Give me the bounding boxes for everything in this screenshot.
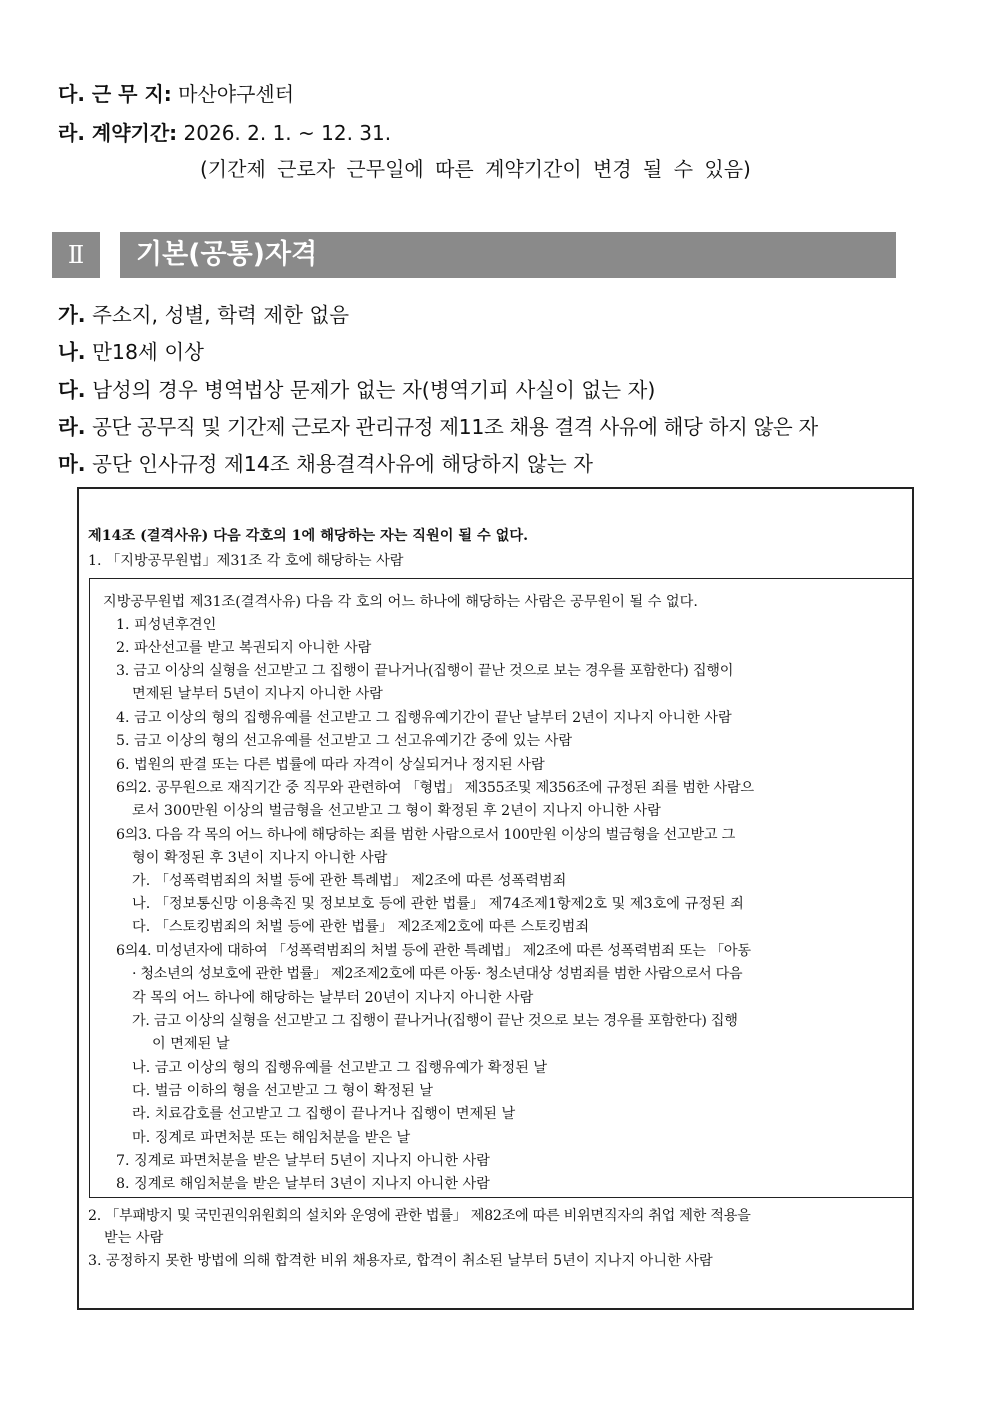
- inner-line: 4. 금고 이상의 형의 집행유예를 선고받고 그 집행유예기간이 끝난 날부터 2년이 지나지 아니한 사람: [116, 710, 732, 726]
- inner-line: 면제된 날부터 5년이 지나지 아니한 사람: [132, 686, 383, 702]
- contract-period-line: [58, 117, 391, 146]
- regulation-item-2: 2. 「부패방지 및 국민권익위원회의 설치와 운영에 관한 법률」 제82조에 따른 비위면직자의 취업 제한 적용을: [88, 1208, 751, 1224]
- inner-line: 각 목의 어느 하나에 해당하는 날부터 20년이 지나지 아니한 사람: [132, 990, 534, 1006]
- work-place-label: 다. 근 무 지:: [58, 82, 172, 106]
- inner-line: 5. 금고 이상의 형의 선고유예를 선고받고 그 선고유예기간 중에 있는 사람: [116, 733, 573, 749]
- inner-line: 지방공무원법 제31조(결격사유) 다음 각 호의 어느 하나에 해당하는 사람은 공무원이 될 수 없다.: [103, 594, 698, 610]
- inner-line: 마. 징계로 파면처분 또는 해임처분을 받은 날: [132, 1130, 411, 1146]
- inner-line: 나. 금고 이상의 형의 집행유예를 선고받고 그 집행유예가 확정된 날: [132, 1060, 548, 1076]
- inner-line: 다. 벌금 이하의 형을 선고받고 그 형이 확정된 날: [132, 1083, 433, 1099]
- inner-line: 가. 금고 이상의 실형을 선고받고 그 집행이 끝나거나(집행이 끝난 것으로 보는 경우를 포함한다) 집행: [132, 1013, 738, 1029]
- regulation-item-2-cont: 받는 사람: [104, 1230, 164, 1246]
- inner-line: 6의2. 공무원으로 재직기간 중 직무와 관련하여 「형법」 제355조및 제356조에 규정된 죄를 범한 사람으: [116, 780, 754, 796]
- inner-line: 6. 법원의 판결 또는 다른 법률에 따라 자격이 상실되거나 정지된 사람: [116, 757, 545, 773]
- inner-line: 이 면제된 날: [152, 1036, 230, 1052]
- inner-line: · 청소년의 성보호에 관한 법률」 제2조제2호에 따른 아동· 청소년대상 성범죄를 범한 사람으로서 다음: [132, 966, 743, 982]
- qualification-item: 다. 남성의 경우 병역법상 문제가 없는 자(병역기피 사실이 없는 자): [58, 378, 656, 402]
- inner-line: 2. 파산선고를 받고 복권되지 아니한 사람: [116, 640, 372, 656]
- work-place-line: [58, 78, 294, 107]
- inner-line: 6의3. 다음 각 목의 어느 하나에 해당하는 죄를 범한 사람으로서 100만원 이상의 벌금형을 선고받고 그: [116, 827, 736, 843]
- inner-line: 1. 피성년후견인: [116, 617, 217, 633]
- regulation-item-3: 3. 공정하지 못한 방법에 의해 합격한 비위 채용자로, 합격이 취소된 날부터 5년이 지나지 아니한 사람: [88, 1253, 713, 1269]
- qualification-item: 라. 공단 공무직 및 기간제 근로자 관리규정 제11조 채용 결격 사유에 해당 하지 않은 자: [58, 415, 818, 439]
- contract-note: (기간제 근로자 근무일에 따른 계약기간이 변경 될 수 있음): [200, 157, 751, 181]
- qualification-item: 가. 주소지, 성별, 학력 제한 없음: [58, 303, 350, 327]
- qualification-item: 마. 공단 인사규정 제14조 채용결격사유에 해당하지 않는 자: [58, 452, 593, 476]
- inner-line: 형이 확정된 후 3년이 지나지 아니한 사람: [132, 850, 388, 866]
- inner-line: 3. 금고 이상의 실형을 선고받고 그 집행이 끝나거나(집행이 끝난 것으로 보는 경우를 포함한다) 집행이: [116, 663, 734, 679]
- contract-period-value: 2026. 2. 1. ~ 12. 31.: [183, 121, 392, 145]
- inner-line: 7. 징계로 파면처분을 받은 날부터 5년이 지나지 아니한 사람: [116, 1153, 490, 1169]
- inner-line: 로서 300만원 이상의 벌금형을 선고받고 그 형이 확정된 후 2년이 지나지 아니한 사람: [132, 803, 661, 819]
- work-place-value: 마산야구센터: [178, 82, 295, 106]
- inner-line: 8. 징계로 해임처분을 받은 날부터 3년이 지나지 아니한 사람: [116, 1176, 490, 1192]
- inner-line: 6의4. 미성년자에 대하여 「성폭력범죄의 처벌 등에 관한 특례법」 제2조에 따른 성폭력범죄 또는 「아동: [116, 943, 751, 959]
- qualification-item: 나. 만18세 이상: [58, 340, 204, 364]
- section-number: Ⅱ: [52, 232, 100, 278]
- inner-line: 라. 치료감호를 선고받고 그 집행이 끝나거나 집행이 면제된 날: [132, 1106, 516, 1122]
- regulation-heading: 제14조 (결격사유) 다음 각호의 1에 해당하는 자는 직원이 될 수 없다.: [88, 528, 529, 544]
- regulation-item-1: 1. 「지방공무원법」제31조 각 호에 해당하는 사람: [88, 553, 404, 569]
- inner-line: 가. 「성폭력범죄의 처벌 등에 관한 특례법」 제2조에 따른 성폭력범죄: [132, 873, 567, 889]
- section-title: 기본(공통)자격: [120, 232, 896, 278]
- inner-line: 나. 「정보통신망 이용촉진 및 정보보호 등에 관한 법률」 제74조제1항제2호 및 제3호에 규정된 죄: [132, 896, 744, 912]
- inner-line: 다. 「스토킹범죄의 처벌 등에 관한 법률」 제2조제2호에 따른 스토킹범죄: [132, 919, 590, 935]
- contract-period-label: 라. 계약기간:: [58, 121, 178, 145]
